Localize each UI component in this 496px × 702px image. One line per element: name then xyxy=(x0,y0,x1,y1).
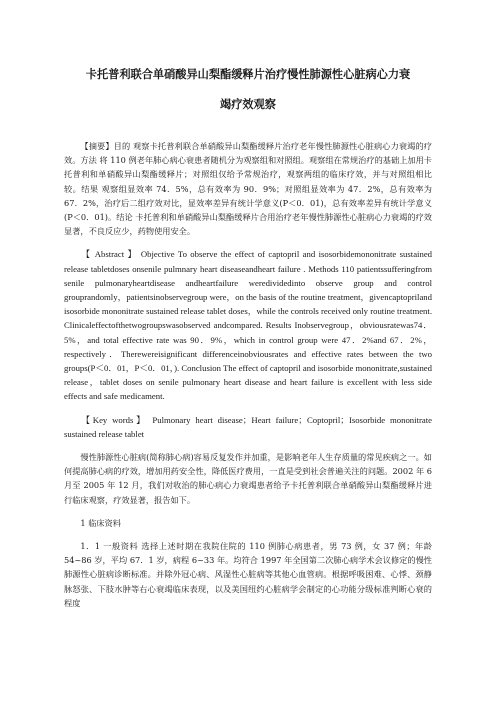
keywords-text: Pulmonary heart disease；Heart failure；Coptopril；Isosorbide mononitrate sustained release tablet xyxy=(64,414,432,439)
abstract-english xyxy=(64,247,432,403)
keywords xyxy=(64,413,432,441)
paper-title-line-1: 卡托普利联合单硝酸异山梨酯缓释片治疗慢性肺源性心脏病心力衰 xyxy=(85,68,411,81)
intro-paragraph: 慢性肺源性心脏病(简称肺心病)容易反复发作并加重，是影响老年人生存质量的常见疾病之一。如何提高肺心病的疗效，增加用药安全性，降低医疗费用，一直是受到社会普遍关注的问题。2002 年 6 月至 2005 年 12 月，我们对收治的肺心病心力衰竭患者给予卡托普利联合单硝酸异山梨酯缓释片进行临床观察，疗效显著，报告如下。 xyxy=(64,452,432,505)
abstract-cn-text: 目的 观察卡托普利联合单硝酸异山梨酯缓释片治疗老年慢性肺源性心脏病心力衰竭的疗效。方法 将 110 例老年肺心病心衰患者随机分为观察组和对照组。观察组在常规治疗的基础上加用卡托普利和单硝酸异山梨酯缓释片；对照组仅给予常规治疗，观察两组的临床疗效，并与对照组相比较。结果 观察组显效率 74．5%，总有效率为 90．9%；对照组显效率为 47．2%，总有效率为 67．2%，治疗后二组疗效对比，显效率差异有统计学意义(P＜0．01)，总有效率差异有统计学意义(P＜0．01)。结论 卡托普利和单硝酸异山梨酯缓释片合用治疗老年慢性肺源性心脏病心力衰竭的疗效显著，不良反应少，药物使用安全。 xyxy=(64,141,432,237)
keywords-label: 【Key words】 xyxy=(81,414,148,425)
abstract-en-text: Objective To observe the effect of captopril and isosorbidemononitrate sustained release tabletdoses onsenile pulmnary heart diseaseandheart failure . Methods 110 patientssufferingfrom senile pulmonaryheartdisease andheartfailure weredividedinto observe group and control grouprandomly，patientsinobservegroup were，on the basis of the routine treatment，givencaptopriland isosorbide mononitrate sustained release tablet doses，while the controls received only routine treatment. Clinicaleffectofthetwogroupswasobserved andcompared. Results Inobservegroup，obviousratewas74．5%，and total effective rate was 90．9%，which in control group were 47．2%and 67．2%，respectively．Therewereisignificant differenceinobviousrates and effective rates between the two groups(P＜0．01，P＜0．01，). Conclusion The effect of captopril and isosorbide mononitrate,sustained release，tablet doses on senile pulmonary heart disease and heart failure is excellent with less side effects and safe medicament. xyxy=(64,249,433,402)
paper-title-line-2: 竭疗效观察 xyxy=(220,98,276,111)
abstract-chinese xyxy=(64,139,432,238)
abstract-cn-label: 【摘要】 xyxy=(80,141,114,151)
abstract-en-label: 【 Abstract 】 xyxy=(81,249,138,260)
section-1-heading: 1 临床资料 xyxy=(80,517,121,528)
section-1-1-paragraph: 1．1 一般资料 选择上述时期在我院住院的 110 例肺心病患者，男 73 例，女 37 例；年龄 54~86 岁，平均 67．1 岁，病程 6~33 年。均符合 1997 年全国第二次肺心病学术会议修定的慢性肺源性心脏病诊断标准。并除外冠心病、风湿性心脏病等其他心血管病。根据呼吸困难、心悸、颈静脉怒张、下肢水肿等右心衰竭临床表现，以及美国纽约心脏病学会制定的心功能分级标准判断心衰的程度 xyxy=(64,541,432,608)
